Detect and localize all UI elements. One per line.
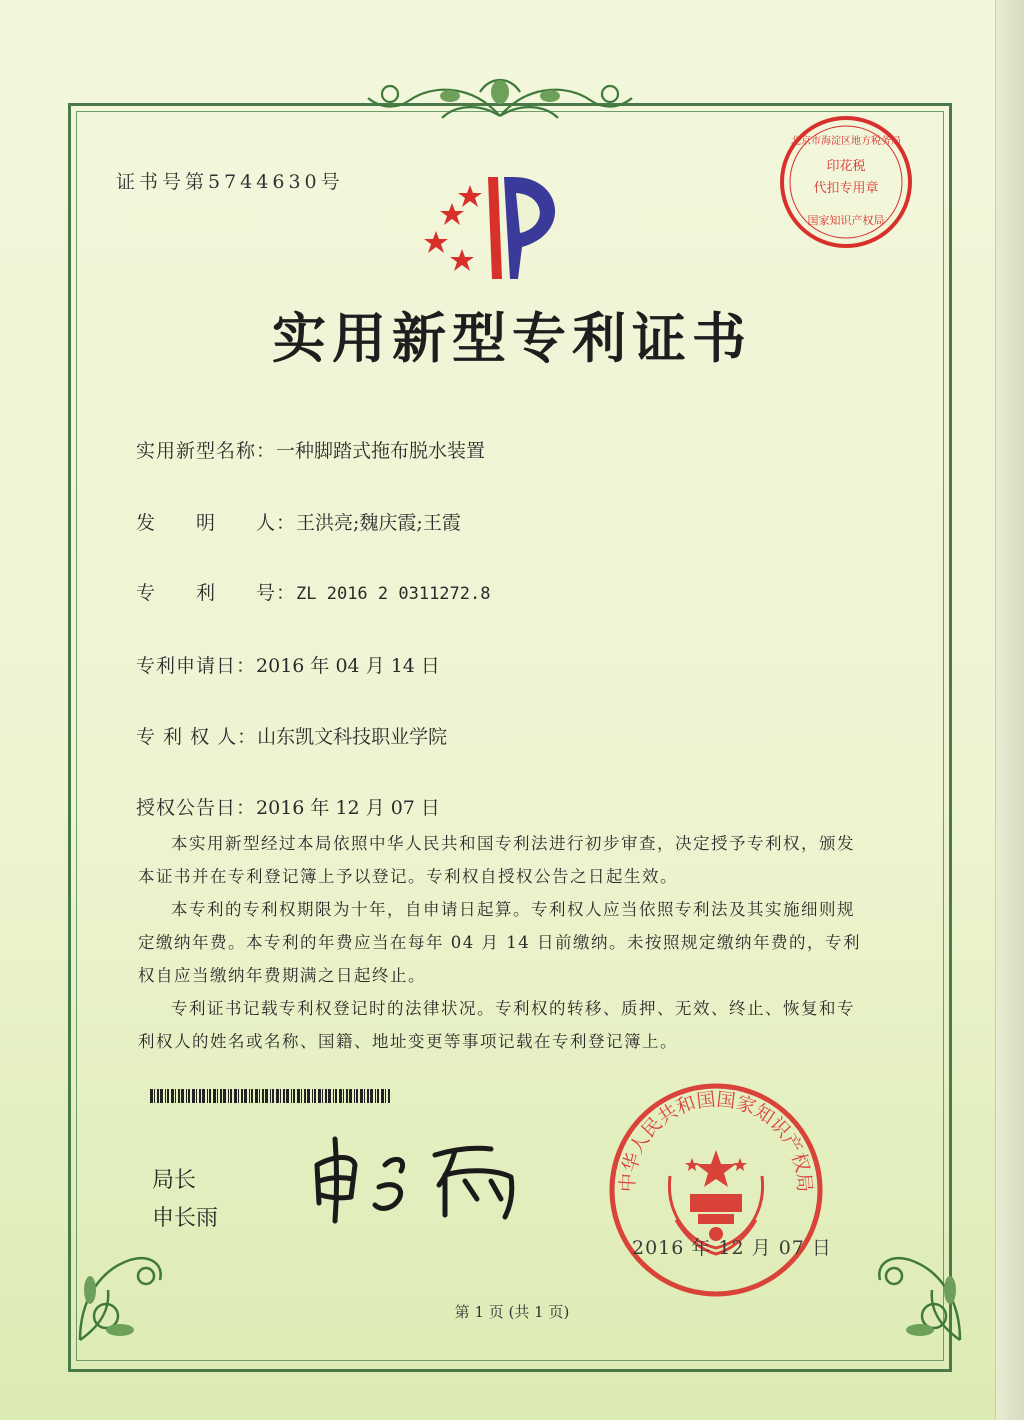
barcode-bar xyxy=(272,1089,274,1103)
barcode-bar xyxy=(160,1089,163,1103)
barcode-bar xyxy=(220,1089,222,1103)
field-value: 一种脚踏式拖布脱水装置 xyxy=(276,440,486,462)
barcode-bar xyxy=(307,1089,310,1103)
barcode-bar xyxy=(213,1089,216,1103)
barcode-bar xyxy=(377,1089,379,1103)
barcode-bar xyxy=(188,1089,190,1103)
field-label: 发 明 人： xyxy=(136,512,297,534)
barcode-bar xyxy=(255,1089,258,1103)
barcode-bar xyxy=(230,1089,232,1103)
barcode-bar xyxy=(280,1089,281,1103)
barcode-bar xyxy=(283,1089,285,1103)
barcode-bar xyxy=(150,1089,153,1103)
barcode-bar xyxy=(202,1089,205,1103)
barcode-bar xyxy=(367,1089,369,1103)
barcode-bar xyxy=(388,1089,390,1103)
body-paragraph-1: 本实用新型经过本局依照中华人民共和国专利法进行初步审查，决定授予专利权，颁发本证书并在专利登记簿上予以登记。专利权自授权公告之日起生效。 xyxy=(138,834,855,886)
field-application-date xyxy=(136,651,440,678)
field-value: 王洪亮;魏庆霞;王霞 xyxy=(296,512,461,534)
barcode-bar xyxy=(343,1089,344,1103)
document-title: 实用新型专利证书 xyxy=(272,306,752,370)
national-ip-office-seal-icon xyxy=(606,1080,826,1300)
barcode-bar xyxy=(181,1089,184,1103)
barcode-bar xyxy=(192,1089,195,1103)
certificate-number: 证书号第5744630号 xyxy=(116,171,344,193)
barcode-bar xyxy=(171,1089,174,1103)
barcode-bar xyxy=(286,1089,289,1103)
field-label: 专利申请日： xyxy=(136,655,257,677)
barcode-bar xyxy=(270,1089,271,1103)
barcode-bar xyxy=(244,1089,247,1103)
barcode-bar xyxy=(262,1089,264,1103)
barcode-bar xyxy=(322,1089,323,1103)
barcode-bar xyxy=(333,1089,334,1103)
field-utility-model-name xyxy=(136,436,485,463)
issue-date: 2016 年 12 月 07 日 xyxy=(632,1237,832,1259)
director-signature-icon xyxy=(305,1125,535,1225)
seal-text: 中华人民共和国国家知识产权局 xyxy=(616,1088,816,1193)
barcode-bar xyxy=(175,1089,176,1103)
barcode-bar xyxy=(241,1089,243,1103)
field-value: 山东凯文科技职业学院 xyxy=(257,726,448,748)
barcode-bar xyxy=(354,1089,355,1103)
field-label: 专 利 权 人： xyxy=(136,726,258,748)
svg-text:代扣专用章: 代扣专用章 xyxy=(813,181,879,196)
field-patentee xyxy=(136,722,447,749)
barcode-bar xyxy=(199,1089,201,1103)
page-edge xyxy=(995,0,1024,1420)
barcode-bar xyxy=(314,1089,316,1103)
svg-text:国家知识产权局: 国家知识产权局 xyxy=(807,214,885,227)
barcode-bar xyxy=(360,1089,363,1103)
patent-emblem-icon xyxy=(422,163,582,289)
barcode-bar xyxy=(167,1089,169,1103)
barcode-bar xyxy=(238,1089,239,1103)
field-value: 2016 年 12 月 07 日 xyxy=(256,797,440,819)
barcode-bar xyxy=(217,1089,218,1103)
barcode-bar xyxy=(209,1089,211,1103)
barcode-bar xyxy=(301,1089,302,1103)
barcode-bar xyxy=(304,1089,306,1103)
barcode-bar xyxy=(375,1089,376,1103)
barcode-bar xyxy=(196,1089,197,1103)
barcode-bar xyxy=(154,1089,155,1103)
barcode-bar xyxy=(291,1089,292,1103)
barcode-bar xyxy=(186,1089,187,1103)
barcode-bar xyxy=(364,1089,365,1103)
svg-text:北京市海淀区地方税务局: 北京市海淀区地方税务局 xyxy=(791,136,901,147)
barcode-bar xyxy=(276,1089,279,1103)
field-label: 实用新型名称： xyxy=(136,440,277,462)
bottom-left-ornament-icon xyxy=(60,1230,180,1350)
page-indicator: 第 1 页 (共 1 页) xyxy=(454,1303,570,1321)
barcode-bar xyxy=(328,1089,331,1103)
field-patent-number xyxy=(136,578,490,605)
barcode-bar xyxy=(157,1089,159,1103)
barcode-bar xyxy=(249,1089,250,1103)
tax-bureau-seal-icon xyxy=(776,112,916,252)
barcode-icon xyxy=(150,1089,392,1103)
top-ornament-icon xyxy=(350,72,650,130)
barcode-bar xyxy=(259,1089,260,1103)
field-announcement-date xyxy=(136,793,440,820)
barcode-bar xyxy=(335,1089,337,1103)
body-paragraph-2: 本专利的专利权期限为十年，自申请日起算。专利权人应当依照专利法及其实施细则规定缴纳年费。本专利的年费应当在每年 04 月 14 日前缴纳。未按照规定缴纳年费的，专利权自应当缴纳年费期满之日起终止。 xyxy=(138,900,861,985)
barcode-bar xyxy=(251,1089,253,1103)
field-value: ZL 2016 2 0311272.8 xyxy=(296,584,491,604)
field-label: 专 利 号： xyxy=(136,582,297,604)
barcode-bar xyxy=(346,1089,348,1103)
barcode-bar xyxy=(297,1089,300,1103)
barcode-bar xyxy=(228,1089,229,1103)
barcode-bar xyxy=(265,1089,268,1103)
barcode-bar xyxy=(349,1089,352,1103)
barcode-bar xyxy=(178,1089,180,1103)
barcode-bar xyxy=(325,1089,327,1103)
field-value: 2016 年 04 月 14 日 xyxy=(256,655,440,677)
barcode-bar xyxy=(165,1089,166,1103)
barcode-bar xyxy=(312,1089,313,1103)
svg-text:印花税: 印花税 xyxy=(826,159,866,174)
barcode-bar xyxy=(356,1089,358,1103)
barcode-bar xyxy=(339,1089,342,1103)
barcode-bar xyxy=(293,1089,295,1103)
barcode-bar xyxy=(370,1089,373,1103)
barcode-bar xyxy=(385,1089,386,1103)
barcode-bar xyxy=(381,1089,384,1103)
field-label: 授权公告日： xyxy=(136,797,257,819)
barcode-bar xyxy=(223,1089,226,1103)
barcode-bar xyxy=(234,1089,237,1103)
bottom-right-ornament-icon xyxy=(860,1230,980,1350)
barcode-bar xyxy=(318,1089,321,1103)
director-name: 申长雨 xyxy=(152,1206,219,1231)
body-paragraph-3: 专利证书记载专利权登记时的法律状况。专利权的转移、质押、无效、终止、恢复和专利权人的姓名或名称、国籍、地址变更等事项记载在专利登记簿上。 xyxy=(138,999,855,1051)
field-inventors xyxy=(136,508,461,535)
barcode-bar xyxy=(207,1089,208,1103)
director-title: 局长 xyxy=(152,1168,197,1193)
